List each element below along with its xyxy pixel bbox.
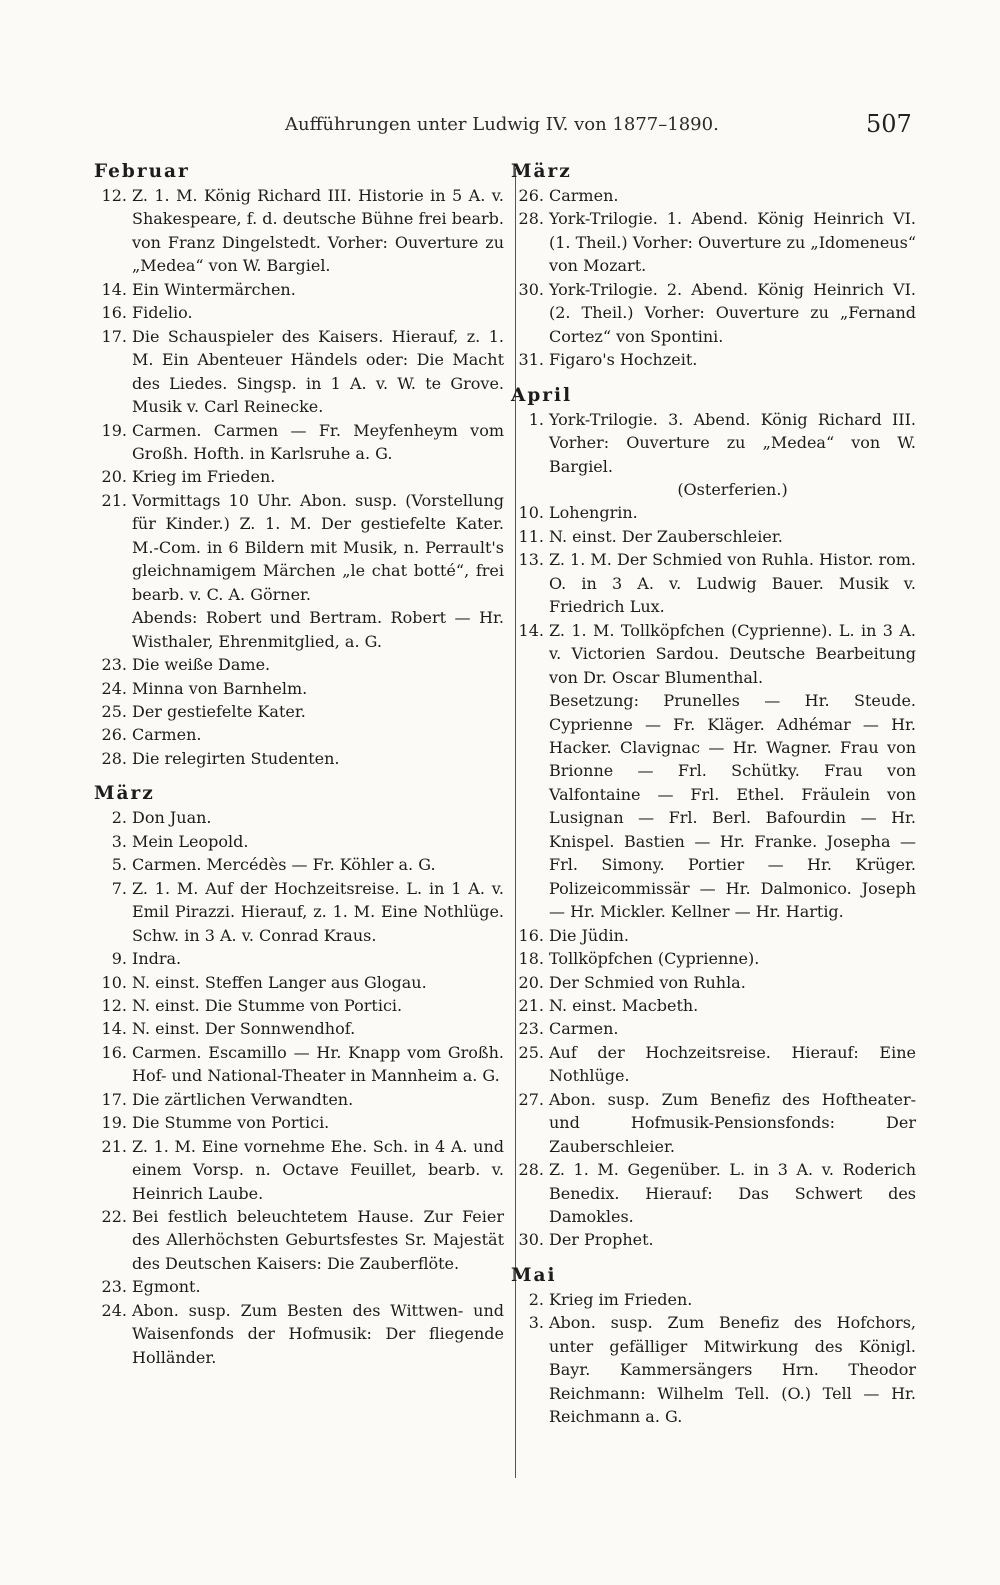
entry-text: Vormittags 10 Uhr. Abon. susp. (Vorstellung für Kinder.) Z. 1. M. Der gestiefelte Kater. M.-Com. in 6 Bildern mit Musik, n. Perrault's gleichnamigem Märchen „le chat botté“, frei bearb. v. C. A. Görner. — [132, 490, 504, 604]
performance-entry — [94, 1041, 504, 1088]
entry-date: 14. — [101, 1019, 127, 1039]
entry-date: 10. — [518, 503, 544, 523]
entry-text: Lohengrin. — [549, 503, 638, 523]
entry-date: 14. — [101, 279, 127, 299]
entry-date: 18. — [518, 949, 544, 969]
month-heading: Februar — [94, 161, 190, 182]
entry-date: 31. — [518, 350, 544, 370]
performance-entry — [94, 489, 504, 606]
month-heading: April — [511, 384, 573, 406]
performance-entry — [94, 723, 504, 746]
entry-text: Die Schauspieler des Kaisers. Hierauf, z. 1. M. Ein Abenteuer Händels oder: Die Macht des Liedes. Singsp. in 1 A. v. W. te Grove. Musik v. Carl Reinecke. — [132, 326, 504, 417]
entry-text: Krieg im Frieden. — [132, 467, 276, 487]
entry-date: 7. — [111, 878, 127, 898]
entry-text: Carmen. — [549, 1019, 619, 1039]
entry-text: Die relegirten Studenten. — [132, 748, 340, 768]
entry-text: Auf der Hochzeitsreise. Hierauf: Eine Nothlüge. — [549, 1042, 916, 1086]
performance-entry — [511, 994, 916, 1017]
entry-text: Krieg im Frieden. — [549, 1289, 693, 1309]
performance-entry — [94, 994, 504, 1017]
entry-text: Mein Leopold. — [132, 831, 249, 851]
performance-entry — [94, 1088, 504, 1111]
entry-date: 24. — [101, 1300, 127, 1320]
performance-entry — [94, 877, 504, 947]
entry-text: Tollköpfchen (Cyprienne). — [549, 949, 760, 969]
entry-text: Z. 1. M. Gegenüber. L. in 3 A. v. Roderich Benedix. Hierauf: Das Schwert des Damokles. — [549, 1160, 916, 1227]
performance-entry — [511, 1311, 916, 1428]
entry-date: 16. — [518, 925, 544, 945]
entry-text: Don Juan. — [132, 808, 212, 828]
section-gap — [94, 770, 504, 782]
entry-date: 2. — [528, 1289, 544, 1309]
entry-text: Die zärtlichen Verwandten. — [132, 1089, 354, 1109]
performance-entry — [94, 700, 504, 723]
performance-entry — [94, 853, 504, 876]
performance-entry — [94, 1299, 504, 1369]
performance-entry — [511, 947, 916, 970]
entry-date: 19. — [101, 1113, 127, 1133]
entry-date: 16. — [101, 1042, 127, 1062]
entry-date: 21. — [101, 1136, 127, 1156]
entry-text: N. einst. Der Sonnwendhof. — [132, 1019, 356, 1039]
entry-text: N. einst. Der Zauberschleier. — [549, 526, 783, 546]
month-heading: März — [94, 783, 155, 805]
entry-text: Abon. susp. Zum Benefiz des Hoftheater- und Hofmusik-Pensionsfonds: Der Zauberschleier. — [549, 1089, 916, 1156]
performance-entry — [511, 525, 916, 548]
page-number: 507 — [866, 110, 912, 138]
performance-entry — [511, 1017, 916, 1040]
performance-entry — [511, 408, 916, 478]
entry-text: York-Trilogie. 1. Abend. König Heinrich VI. (1. Theil.) Vorher: Ouverture zu „Idomeneus“ von Mozart. — [549, 209, 916, 276]
entry-date: 21. — [518, 995, 544, 1015]
entry-text: Die weiße Dame. — [132, 655, 271, 675]
entry-text: Minna von Barnhelm. — [132, 678, 308, 698]
entry-text: (Osterferien.) — [677, 479, 788, 499]
entry-date: 10. — [101, 972, 127, 992]
entry-date: 12. — [101, 995, 127, 1015]
entry-date: 27. — [518, 1089, 544, 1109]
entry-date: 26. — [518, 186, 544, 205]
performance-entry — [511, 348, 916, 371]
performance-entry — [511, 478, 916, 501]
entry-text: Z. 1. M. Eine vornehme Ehe. Sch. in 4 A. und einem Vorsp. n. Octave Feuillet, bearb. v. Heinrich Laube. — [132, 1136, 504, 1203]
performance-entry — [94, 1135, 504, 1205]
performance-entry — [94, 606, 504, 653]
entry-text: Carmen. Carmen — Fr. Meyfenheym vom Großh. Hofth. in Karlsruhe a. G. — [132, 420, 504, 463]
running-header: Aufführungen unter Ludwig IV. von 1877–1890. — [285, 114, 719, 135]
entry-text: York-Trilogie. 3. Abend. König Richard III. Vorher: Ouverture zu „Medea“ von W. Bargiel. — [549, 409, 916, 476]
performance-entry — [511, 971, 916, 994]
performance-entry — [511, 1088, 916, 1158]
entry-text: Der Prophet. — [549, 1230, 654, 1250]
entry-date: 21. — [101, 490, 127, 510]
entry-date: 5. — [111, 855, 127, 875]
performance-entry — [94, 419, 504, 466]
entry-date: 17. — [101, 1089, 127, 1109]
performance-entry — [94, 806, 504, 829]
entry-date: 1. — [528, 409, 544, 429]
entry-text: Abon. susp. Zum Benefiz des Hofchors, unter gefälliger Mitwirkung des Königl. Bayr. Kammersängers Hrn. Theodor Reichmann: Wilhelm Tell. (O.) Tell — Hr. Reichmann a. G. — [549, 1313, 916, 1427]
entry-text: Abends: Robert und Bertram. Robert — Hr. Wisthaler, Ehrenmitglied, a. G. — [132, 608, 504, 651]
performance-entry — [511, 278, 916, 348]
entry-text: Die Jüdin. — [549, 925, 629, 945]
entry-text: N. einst. Steffen Langer aus Glogau. — [132, 972, 427, 992]
performance-entry — [511, 924, 916, 947]
left-column — [94, 160, 504, 1369]
entry-date: 28. — [518, 209, 544, 229]
entry-text: Die Stumme von Portici. — [132, 1113, 330, 1133]
entry-date: 22. — [101, 1207, 127, 1227]
performance-entry — [94, 653, 504, 676]
entry-date: 3. — [528, 1313, 544, 1333]
performance-entry — [511, 184, 916, 207]
entry-text: N. einst. Macbeth. — [549, 995, 699, 1015]
entry-text: Indra. — [132, 949, 182, 969]
performance-entry — [94, 1275, 504, 1298]
performance-entry — [94, 747, 504, 770]
month-heading: März — [511, 161, 572, 182]
entry-date: 23. — [101, 1277, 127, 1297]
month-heading: Mai — [511, 1264, 557, 1286]
performance-entry — [511, 207, 916, 277]
entry-text: Abon. susp. Zum Besten des Wittwen- und Waisenfonds der Hofmusik: Der fliegende Holländer. — [132, 1300, 504, 1367]
performance-entry — [511, 619, 916, 689]
entry-date: 14. — [518, 620, 544, 640]
entry-text: Ein Wintermärchen. — [132, 279, 296, 299]
section-gap — [511, 372, 916, 384]
entry-text: Z. 1. M. Der Schmied von Ruhla. Histor. rom. O. in 3 A. v. Ludwig Bauer. Musik v. Friedrich Lux. — [549, 550, 916, 617]
performance-entry — [511, 501, 916, 524]
entry-text: Carmen. — [549, 186, 619, 205]
performance-entry — [94, 301, 504, 324]
entry-text: Der Schmied von Ruhla. — [549, 972, 746, 992]
performance-entry — [94, 465, 504, 488]
section-gap — [511, 1252, 916, 1264]
entry-date: 20. — [518, 972, 544, 992]
entry-text: Z. 1. M. Tollköpfchen (Cyprienne). L. in 3 A. v. Victorien Sardou. Deutsche Bearbeitung von Dr. Oscar Blumenthal. — [549, 620, 916, 687]
entry-text: Carmen. Escamillo — Hr. Knapp vom Großh. Hof- und National-Theater in Mannheim a. G. — [132, 1042, 504, 1086]
entry-date: 17. — [101, 326, 127, 346]
entry-text: Z. 1. M. König Richard III. Historie in 5 A. v. Shakespeare, f. d. deutsche Bühne frei bearb. von Franz Dingelstedt. Vorher: Ouverture zu „Medea“ von W. Bargiel. — [132, 186, 504, 276]
entry-date: 12. — [101, 186, 127, 205]
entry-date: 13. — [518, 550, 544, 570]
performance-entry — [94, 947, 504, 970]
entry-date: 26. — [101, 725, 127, 745]
performance-entry — [511, 1158, 916, 1228]
entry-date: 30. — [518, 279, 544, 299]
entry-date: 16. — [101, 303, 127, 323]
entry-date: 28. — [518, 1160, 544, 1180]
entry-date: 30. — [518, 1230, 544, 1250]
performance-entry — [511, 1228, 916, 1251]
performance-entry — [511, 548, 916, 618]
performance-entry — [94, 677, 504, 700]
entry-text: Egmont. — [132, 1277, 201, 1297]
entry-date: 25. — [101, 701, 127, 721]
entry-date: 25. — [518, 1042, 544, 1062]
entry-date: 23. — [101, 655, 127, 675]
entry-text: Carmen. — [132, 725, 202, 745]
entry-date: 3. — [111, 831, 127, 851]
entry-date: 28. — [101, 748, 127, 768]
entry-date: 20. — [101, 467, 127, 487]
entry-date: 11. — [518, 526, 544, 546]
entry-date: 23. — [518, 1019, 544, 1039]
entry-text: York-Trilogie. 2. Abend. König Heinrich VI. (2. Theil.) Vorher: Ouverture zu „Fernand Cortez“ von Spontini. — [549, 279, 916, 346]
entry-text: Carmen. Mercédès — Fr. Köhler a. G. — [132, 855, 436, 875]
entry-text: Figaro's Hochzeit. — [549, 350, 698, 370]
entry-text: N. einst. Die Stumme von Portici. — [132, 995, 403, 1015]
entry-date: 2. — [111, 808, 127, 828]
performance-entry — [94, 1111, 504, 1134]
performance-entry — [94, 1205, 504, 1275]
performance-entry — [94, 278, 504, 301]
performance-entry — [94, 184, 504, 278]
entry-text: Der gestiefelte Kater. — [132, 701, 306, 721]
entry-text: Z. 1. M. Auf der Hochzeitsreise. L. in 1 A. v. Emil Pirazzi. Hierauf, z. 1. M. Eine Nothlüge. Schw. in 3 A. v. Conrad Kraus. — [132, 878, 504, 945]
performance-entry — [94, 325, 504, 419]
right-column — [511, 160, 916, 1429]
performance-entry — [94, 971, 504, 994]
performance-entry — [511, 1041, 916, 1088]
performance-entry — [94, 830, 504, 853]
performance-entry — [511, 1288, 916, 1311]
entry-date: 19. — [101, 420, 127, 440]
entry-date: 9. — [111, 949, 127, 969]
performance-entry — [511, 689, 916, 924]
entry-text: Bei festlich beleuchtetem Hause. Zur Feier des Allerhöchsten Geburtsfestes Sr. Majestät des Deutschen Kaisers: Die Zauberflöte. — [132, 1207, 504, 1273]
entry-text: Fidelio. — [132, 303, 193, 323]
entry-text: Besetzung: Prunelles — Hr. Steude. Cyprienne — Fr. Kläger. Adhémar — Hr. Hacker. Clavignac — Hr. Wagner. Frau von Brionne — Frl. Schütky. Frau von Valfontaine — Frl. Ethel. Fräulein von Lusignan — Frl. Berl. Bafourdin — Hr. Knispel. Bastien — Hr. Franke. Josepha — Frl. Simony. Portier — Hr. Krüger. Polizeicommissär — Hr. Dalmonico. Joseph — Hr. Mickler. Kellner — Hr. Hartig. — [549, 691, 916, 922]
performance-entry — [94, 1017, 504, 1040]
entry-date: 24. — [101, 678, 127, 698]
